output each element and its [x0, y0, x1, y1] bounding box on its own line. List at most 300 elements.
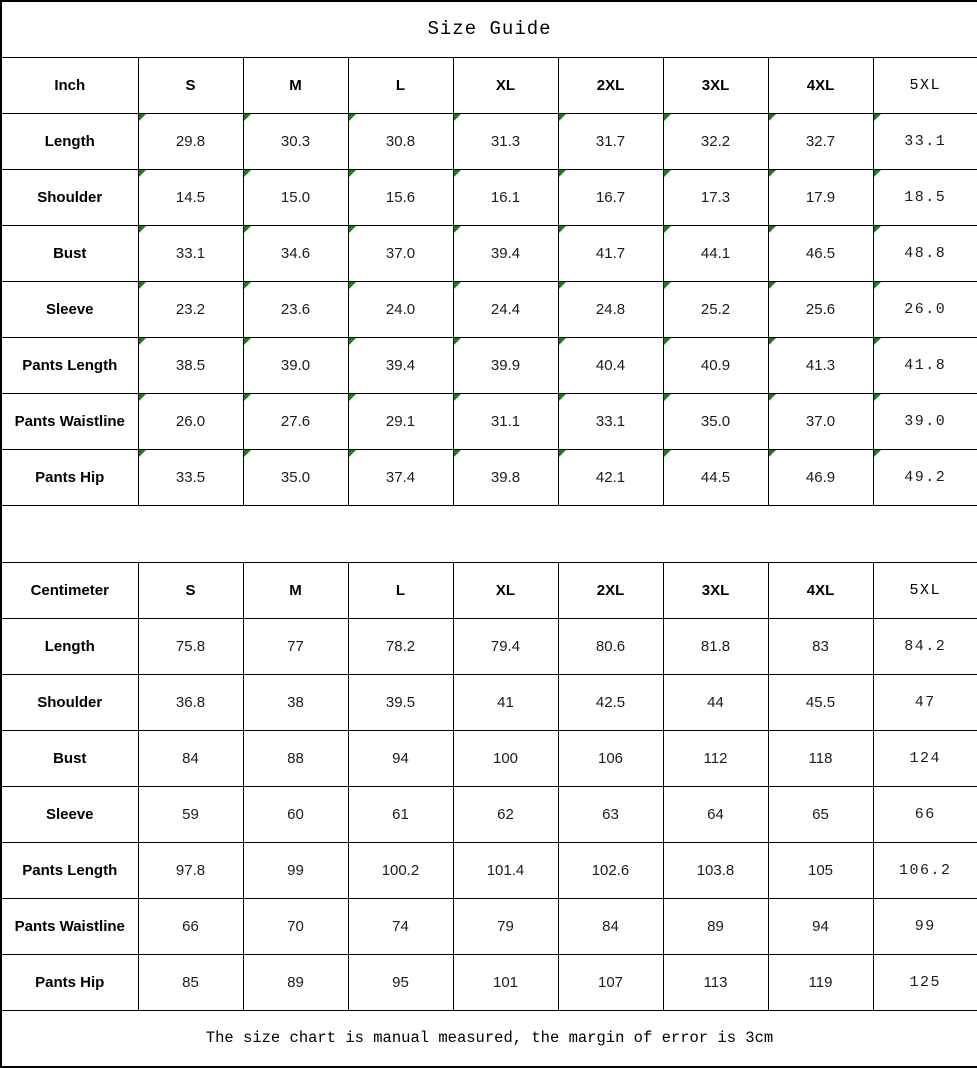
- cell-value: 89: [707, 917, 724, 935]
- size-value-cell: [243, 337, 348, 393]
- cell-value: 60: [287, 805, 304, 823]
- green-triangle-marker: [139, 226, 146, 233]
- cell-value: 41.8: [904, 356, 947, 374]
- measurement-label: Pants Length: [1, 337, 138, 393]
- green-triangle-marker: [874, 226, 881, 233]
- size-value-cell: [453, 842, 558, 898]
- cell-value: 94: [812, 917, 829, 935]
- cell-value: 42.1: [595, 468, 626, 486]
- cell-value: 23.6: [280, 300, 311, 318]
- size-column-header: XL: [453, 562, 558, 618]
- cell-value: 41: [497, 693, 514, 711]
- size-value-cell: [138, 337, 243, 393]
- green-triangle-marker: [664, 282, 671, 289]
- cell-value: 24.0: [385, 300, 416, 318]
- size-value-cell: [873, 281, 977, 337]
- cell-value: 124: [909, 749, 942, 767]
- cell-value: 80.6: [595, 637, 626, 655]
- cell-value: 64: [707, 805, 724, 823]
- size-value-cell: [873, 169, 977, 225]
- size-value-cell: [558, 113, 663, 169]
- size-value-cell: [663, 449, 768, 505]
- cell-value: 77: [287, 637, 304, 655]
- measurement-label: Bust: [1, 730, 138, 786]
- measurement-row: [1, 730, 977, 786]
- measurement-row: [1, 954, 977, 1010]
- size-value-cell: [663, 225, 768, 281]
- size-value-cell: [873, 730, 977, 786]
- cell-value: 18.5: [904, 188, 947, 206]
- size-value-cell: [348, 281, 453, 337]
- green-triangle-marker: [139, 170, 146, 177]
- green-triangle-marker: [139, 450, 146, 457]
- cell-value: 81.8: [700, 637, 731, 655]
- size-value-cell: [663, 842, 768, 898]
- size-value-cell: [138, 842, 243, 898]
- green-triangle-marker: [664, 394, 671, 401]
- green-triangle-marker: [454, 170, 461, 177]
- spacer-row: [1, 505, 977, 562]
- size-value-cell: [348, 954, 453, 1010]
- cell-value: 37.0: [385, 244, 416, 262]
- green-triangle-marker: [559, 450, 566, 457]
- size-value-cell: [243, 225, 348, 281]
- green-triangle-marker: [559, 338, 566, 345]
- size-value-cell: [138, 674, 243, 730]
- size-value-cell: [558, 898, 663, 954]
- cell-value: 32.7: [805, 132, 836, 150]
- green-triangle-marker: [139, 114, 146, 121]
- size-value-cell: [138, 393, 243, 449]
- cell-value: 101: [492, 973, 519, 991]
- measurement-label: Length: [1, 618, 138, 674]
- cell-value: 37.0: [805, 412, 836, 430]
- measurement-label: Shoulder: [1, 674, 138, 730]
- cell-value: 84: [182, 749, 199, 767]
- cell-value: 38.5: [175, 356, 206, 374]
- measurement-row: [1, 169, 977, 225]
- size-column-header: 3XL: [663, 57, 768, 113]
- size-value-cell: [453, 898, 558, 954]
- cell-value: 75.8: [175, 637, 206, 655]
- cell-value: 78.2: [385, 637, 416, 655]
- size-column-header: XL: [453, 57, 558, 113]
- size-value-cell: [453, 393, 558, 449]
- green-triangle-marker: [874, 450, 881, 457]
- size-value-cell: [348, 618, 453, 674]
- green-triangle-marker: [769, 338, 776, 345]
- green-triangle-marker: [349, 394, 356, 401]
- size-column-header: 2XL: [558, 57, 663, 113]
- cell-value: 48.8: [904, 244, 947, 262]
- size-value-cell: [348, 225, 453, 281]
- size-value-cell: [243, 674, 348, 730]
- cell-value: 47: [914, 693, 936, 711]
- cell-value: 17.9: [805, 188, 836, 206]
- size-column-header: L: [348, 57, 453, 113]
- size-value-cell: [453, 954, 558, 1010]
- cell-value: 65: [812, 805, 829, 823]
- cell-value: 25.2: [700, 300, 731, 318]
- size-value-cell: [348, 898, 453, 954]
- cell-value: 49.2: [904, 468, 947, 486]
- measurement-label: Bust: [1, 225, 138, 281]
- size-value-cell: [348, 169, 453, 225]
- size-value-cell: [348, 393, 453, 449]
- cell-value: 36.8: [175, 693, 206, 711]
- size-column-header: 5XL: [873, 57, 977, 113]
- size-value-cell: [558, 674, 663, 730]
- cell-value: 42.5: [595, 693, 626, 711]
- cell-value: 46.9: [805, 468, 836, 486]
- size-column-header: 2XL: [558, 562, 663, 618]
- size-column-header: S: [138, 562, 243, 618]
- measurement-label: Pants Length: [1, 842, 138, 898]
- size-value-cell: [663, 674, 768, 730]
- cell-value: 29.1: [385, 412, 416, 430]
- cell-value: 39.5: [385, 693, 416, 711]
- size-value-cell: [558, 337, 663, 393]
- measurement-label: Length: [1, 113, 138, 169]
- size-value-cell: [558, 618, 663, 674]
- size-value-cell: [243, 618, 348, 674]
- green-triangle-marker: [559, 114, 566, 121]
- green-triangle-marker: [769, 394, 776, 401]
- green-triangle-marker: [244, 394, 251, 401]
- size-column-header: S: [138, 57, 243, 113]
- spacer-cell: [1, 505, 977, 562]
- green-triangle-marker: [559, 170, 566, 177]
- cell-value: 33.5: [175, 468, 206, 486]
- size-value-cell: [768, 730, 873, 786]
- size-value-cell: [243, 169, 348, 225]
- cell-value: 39.8: [490, 468, 521, 486]
- measurement-label: Pants Waistline: [1, 393, 138, 449]
- measurement-row: [1, 842, 977, 898]
- size-value-cell: [138, 281, 243, 337]
- size-value-cell: [768, 618, 873, 674]
- size-value-cell: [348, 786, 453, 842]
- cell-value: 59: [182, 805, 199, 823]
- cell-value: 97.8: [175, 861, 206, 879]
- green-triangle-marker: [454, 450, 461, 457]
- size-value-cell: [663, 393, 768, 449]
- green-triangle-marker: [664, 450, 671, 457]
- green-triangle-marker: [244, 450, 251, 457]
- measurement-label: Pants Waistline: [1, 898, 138, 954]
- cell-value: 35.0: [280, 468, 311, 486]
- cell-value: 40.4: [595, 356, 626, 374]
- cell-value: 33.1: [595, 412, 626, 430]
- green-triangle-marker: [769, 450, 776, 457]
- green-triangle-marker: [139, 338, 146, 345]
- size-value-cell: [558, 169, 663, 225]
- size-value-cell: [873, 337, 977, 393]
- green-triangle-marker: [874, 394, 881, 401]
- green-triangle-marker: [559, 282, 566, 289]
- cell-value: 27.6: [280, 412, 311, 430]
- size-value-cell: [663, 618, 768, 674]
- size-value-cell: [348, 730, 453, 786]
- green-triangle-marker: [349, 226, 356, 233]
- cell-value: 44: [707, 693, 724, 711]
- measurement-label: Shoulder: [1, 169, 138, 225]
- size-value-cell: [873, 449, 977, 505]
- size-value-cell: [873, 954, 977, 1010]
- size-value-cell: [453, 674, 558, 730]
- size-value-cell: [348, 674, 453, 730]
- size-column-header: 4XL: [768, 562, 873, 618]
- cell-value: 46.5: [805, 244, 836, 262]
- cell-value: 125: [909, 973, 942, 991]
- cell-value: 16.1: [490, 188, 521, 206]
- size-value-cell: [453, 730, 558, 786]
- cell-value: 119: [808, 973, 833, 991]
- green-triangle-marker: [664, 114, 671, 121]
- cell-value: 84.2: [904, 637, 947, 655]
- size-value-cell: [453, 113, 558, 169]
- cell-value: 112: [703, 749, 728, 767]
- cell-value: 84: [602, 917, 619, 935]
- cell-value: 39.0: [280, 356, 311, 374]
- size-value-cell: [768, 169, 873, 225]
- cell-value: 39.4: [385, 356, 416, 374]
- cell-value: 39.0: [904, 412, 947, 430]
- measurement-row: [1, 225, 977, 281]
- size-value-cell: [453, 337, 558, 393]
- size-value-cell: [558, 393, 663, 449]
- unit-header-centimeter: Centimeter: [1, 562, 138, 618]
- size-value-cell: [873, 225, 977, 281]
- measurement-row: [1, 113, 977, 169]
- green-triangle-marker: [349, 338, 356, 345]
- size-value-cell: [768, 674, 873, 730]
- cell-value: 33.1: [175, 244, 206, 262]
- green-triangle-marker: [349, 450, 356, 457]
- size-value-cell: [663, 786, 768, 842]
- measurement-label: Pants Hip: [1, 449, 138, 505]
- size-column-header: 4XL: [768, 57, 873, 113]
- measurement-row: [1, 393, 977, 449]
- size-value-cell: [138, 786, 243, 842]
- size-value-cell: [243, 898, 348, 954]
- measurement-row: [1, 898, 977, 954]
- size-value-cell: [873, 786, 977, 842]
- size-value-cell: [348, 842, 453, 898]
- measurement-row: [1, 281, 977, 337]
- cell-value: 83: [812, 637, 829, 655]
- size-value-cell: [558, 730, 663, 786]
- cell-value: 95: [392, 973, 409, 991]
- cell-value: 35.0: [700, 412, 731, 430]
- cell-value: 100.2: [381, 861, 420, 879]
- cell-value: 79: [497, 917, 514, 935]
- page-title: Size Guide: [1, 1, 977, 57]
- size-value-cell: [663, 337, 768, 393]
- cell-value: 31.1: [490, 412, 521, 430]
- cell-value: 63: [602, 805, 619, 823]
- size-value-cell: [558, 842, 663, 898]
- measurement-row: [1, 674, 977, 730]
- cell-value: 29.8: [175, 132, 206, 150]
- cell-value: 16.7: [595, 188, 626, 206]
- cell-value: 41.3: [805, 356, 836, 374]
- size-value-cell: [663, 730, 768, 786]
- cell-value: 39.4: [490, 244, 521, 262]
- cell-value: 88: [287, 749, 304, 767]
- size-value-cell: [348, 113, 453, 169]
- green-triangle-marker: [454, 114, 461, 121]
- green-triangle-marker: [874, 338, 881, 345]
- green-triangle-marker: [874, 114, 881, 121]
- size-value-cell: [768, 842, 873, 898]
- cell-value: 14.5: [175, 188, 206, 206]
- cell-value: 33.1: [904, 132, 947, 150]
- cell-value: 24.4: [490, 300, 521, 318]
- size-header-row: [1, 562, 977, 618]
- green-triangle-marker: [139, 282, 146, 289]
- cell-value: 118: [808, 749, 833, 767]
- size-value-cell: [873, 674, 977, 730]
- size-value-cell: [873, 393, 977, 449]
- size-value-cell: [873, 898, 977, 954]
- size-column-header: M: [243, 562, 348, 618]
- green-triangle-marker: [244, 114, 251, 121]
- size-value-cell: [138, 169, 243, 225]
- size-value-cell: [453, 449, 558, 505]
- size-value-cell: [243, 393, 348, 449]
- size-value-cell: [138, 954, 243, 1010]
- green-triangle-marker: [769, 282, 776, 289]
- measurement-row: [1, 449, 977, 505]
- size-value-cell: [138, 898, 243, 954]
- green-triangle-marker: [139, 394, 146, 401]
- cell-value: 26.0: [904, 300, 947, 318]
- cell-value: 105: [807, 861, 834, 879]
- cell-value: 66: [914, 805, 936, 823]
- size-value-cell: [453, 786, 558, 842]
- size-value-cell: [663, 169, 768, 225]
- cell-value: 100: [492, 749, 519, 767]
- cell-value: 74: [392, 917, 409, 935]
- size-value-cell: [663, 898, 768, 954]
- size-value-cell: [138, 730, 243, 786]
- cell-value: 17.3: [700, 188, 731, 206]
- cell-value: 99: [914, 917, 936, 935]
- cell-value: 101.4: [486, 861, 525, 879]
- measurement-row: [1, 337, 977, 393]
- green-triangle-marker: [664, 338, 671, 345]
- size-value-cell: [663, 113, 768, 169]
- size-value-cell: [243, 730, 348, 786]
- green-triangle-marker: [874, 282, 881, 289]
- green-triangle-marker: [454, 394, 461, 401]
- cell-value: 41.7: [595, 244, 626, 262]
- size-column-header: M: [243, 57, 348, 113]
- green-triangle-marker: [349, 282, 356, 289]
- cell-value: 40.9: [700, 356, 731, 374]
- size-value-cell: [663, 954, 768, 1010]
- size-value-cell: [453, 169, 558, 225]
- size-value-cell: [138, 618, 243, 674]
- green-triangle-marker: [769, 226, 776, 233]
- size-value-cell: [453, 225, 558, 281]
- title-row: [1, 1, 977, 57]
- cell-value: 39.9: [490, 356, 521, 374]
- size-value-cell: [663, 281, 768, 337]
- size-value-cell: [558, 954, 663, 1010]
- size-value-cell: [243, 281, 348, 337]
- size-value-cell: [243, 954, 348, 1010]
- size-value-cell: [348, 337, 453, 393]
- size-column-header: L: [348, 562, 453, 618]
- measurement-label: Sleeve: [1, 281, 138, 337]
- cell-value: 66: [182, 917, 199, 935]
- size-value-cell: [768, 449, 873, 505]
- cell-value: 31.7: [595, 132, 626, 150]
- cell-value: 15.6: [385, 188, 416, 206]
- footer-note: The size chart is manual measured, the margin of error is 3cm: [1, 1010, 977, 1067]
- cell-value: 30.3: [280, 132, 311, 150]
- size-value-cell: [243, 113, 348, 169]
- green-triangle-marker: [454, 338, 461, 345]
- cell-value: 79.4: [490, 637, 521, 655]
- size-value-cell: [453, 618, 558, 674]
- size-value-cell: [768, 337, 873, 393]
- cell-value: 25.6: [805, 300, 836, 318]
- cell-value: 30.8: [385, 132, 416, 150]
- size-column-header: 3XL: [663, 562, 768, 618]
- unit-header-inch: Inch: [1, 57, 138, 113]
- cell-value: 61: [392, 805, 409, 823]
- green-triangle-marker: [874, 170, 881, 177]
- green-triangle-marker: [349, 114, 356, 121]
- cell-value: 106.2: [899, 861, 952, 879]
- cell-value: 44.5: [700, 468, 731, 486]
- cell-value: 37.4: [385, 468, 416, 486]
- green-triangle-marker: [769, 114, 776, 121]
- green-triangle-marker: [349, 170, 356, 177]
- cell-value: 31.3: [490, 132, 521, 150]
- size-column-header: 5XL: [873, 562, 977, 618]
- cell-value: 38: [287, 693, 304, 711]
- size-value-cell: [873, 113, 977, 169]
- size-value-cell: [138, 113, 243, 169]
- cell-value: 44.1: [700, 244, 731, 262]
- cell-value: 23.2: [175, 300, 206, 318]
- size-value-cell: [768, 954, 873, 1010]
- cell-value: 107: [597, 973, 624, 991]
- cell-value: 89: [287, 973, 304, 991]
- measurement-label: Sleeve: [1, 786, 138, 842]
- measurement-label: Pants Hip: [1, 954, 138, 1010]
- cell-value: 103.8: [696, 861, 735, 879]
- size-value-cell: [768, 225, 873, 281]
- size-value-cell: [138, 225, 243, 281]
- green-triangle-marker: [244, 338, 251, 345]
- size-value-cell: [243, 449, 348, 505]
- cell-value: 70: [287, 917, 304, 935]
- green-triangle-marker: [244, 170, 251, 177]
- size-value-cell: [243, 786, 348, 842]
- size-value-cell: [453, 281, 558, 337]
- footer-row: [1, 1010, 977, 1067]
- green-triangle-marker: [244, 226, 251, 233]
- size-value-cell: [768, 393, 873, 449]
- size-value-cell: [558, 786, 663, 842]
- size-value-cell: [138, 449, 243, 505]
- cell-value: 45.5: [805, 693, 836, 711]
